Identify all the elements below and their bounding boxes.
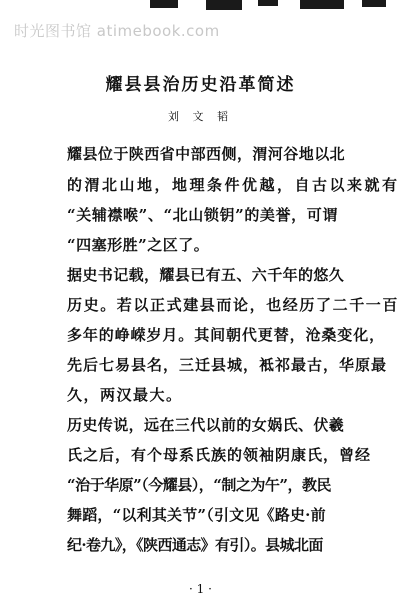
text-line: “治于华原”（今耀县），“制之为午”，教民 [67, 476, 332, 494]
text-line: 耀县位于陕西省中部西侧，渭河谷地以北 [67, 145, 346, 163]
text-line: 久，两汉最大。 [67, 386, 183, 404]
text-line: 氏之后，有个母系氏族的领袖阴康氏，曾经 [67, 446, 372, 464]
text-line: “关辅襟喉”、“北山锁钥”的美誉，可谓 [67, 206, 338, 224]
text-line: “四塞形胜”之区了。 [67, 236, 210, 254]
text-line: 多年的峥嵘岁月。其间朝代更替，沧桑变化， [67, 326, 386, 344]
text-line: 历史传说，远在三代以前的女娲氏、伏羲 [67, 416, 345, 434]
text-line: 据史书记载，耀县已有五、六千年的悠久 [67, 266, 345, 284]
text-line: 先后七易县名，三迁县城，袛祁最古，华原最 [67, 356, 388, 374]
author-name: 刘 文 韬 [168, 110, 233, 123]
watermark: 时光图书馆 atimebook.com [14, 22, 220, 40]
page-number: · 1 · [189, 582, 212, 596]
article-title: 耀县县治历史沿革简述 [105, 75, 296, 95]
scan-edge-marks [0, 0, 401, 16]
text-line: 舞蹈，“以利其关节”（引文见《路史·前 [67, 506, 326, 524]
text-line: 纪·卷九》，《陕西通志》有引）。县城北面 [67, 536, 323, 554]
text-line: 历史。若以正式建县而论，也经历了二千一百 [67, 296, 400, 314]
text-line: 的渭北山地，地理条件优越，自古以来就有 [67, 176, 400, 194]
